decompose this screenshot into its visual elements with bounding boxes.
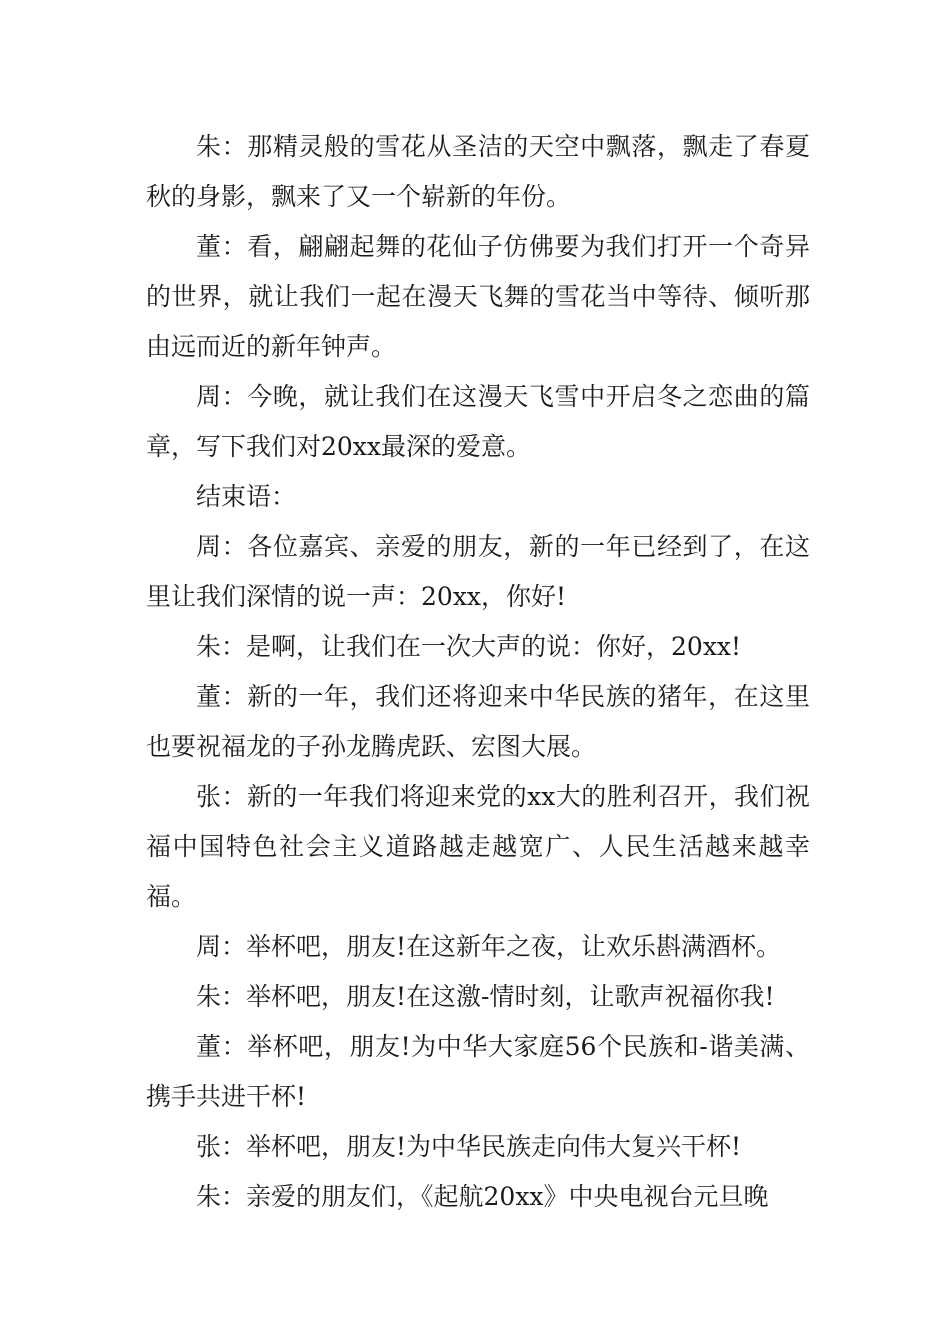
paragraph: 朱：是啊，让我们在一次大声的说：你好，20xx! [196, 632, 742, 661]
paragraph: 董：举杯吧，朋友!为中华大家庭56个民族和-谐美满、携手共进干杯! [146, 1032, 810, 1111]
paragraph: 周：今晚，就让我们在这漫天飞雪中开启冬之恋曲的篇章，写下我们对20xx最深的爱意。 [146, 382, 810, 461]
paragraph: 朱：亲爱的朋友们，《起航20xx》中央电视台元旦晚 [196, 1182, 769, 1211]
paragraph: 朱：那精灵般的雪花从圣洁的天空中飘落，飘走了春夏秋的身影，飘来了又一个崭新的年份。 [146, 132, 810, 211]
paragraph: 朱：举杯吧，朋友!在这激-情时刻，让歌声祝福你我! [196, 982, 775, 1011]
paragraph: 张：新的一年我们将迎来党的xx大的胜利召开，我们祝福中国特色社会主义道路越走越宽广、人民生活越来越幸福。 [146, 782, 810, 911]
paragraph: 董：新的一年，我们还将迎来中华民族的猪年，在这里也要祝福龙的子孙龙腾虎跃、宏图大展。 [146, 682, 810, 761]
document-body [146, 122, 810, 1222]
paragraph: 董：看，翩翩起舞的花仙子仿佛要为我们打开一个奇异的世界，就让我们一起在漫天飞舞的雪花当中等待、倾听那由远而近的新年钟声。 [146, 232, 810, 361]
section-heading: 结束语： [196, 482, 297, 511]
paragraph: 张：举杯吧，朋友!为中华民族走向伟大复兴干杯! [196, 1132, 742, 1161]
paragraph: 周：举杯吧，朋友!在这新年之夜，让欢乐斟满酒杯。 [196, 932, 782, 961]
paragraph: 周：各位嘉宾、亲爱的朋友，新的一年已经到了，在这里让我们深情的说一声：20xx，你好! [146, 532, 810, 611]
